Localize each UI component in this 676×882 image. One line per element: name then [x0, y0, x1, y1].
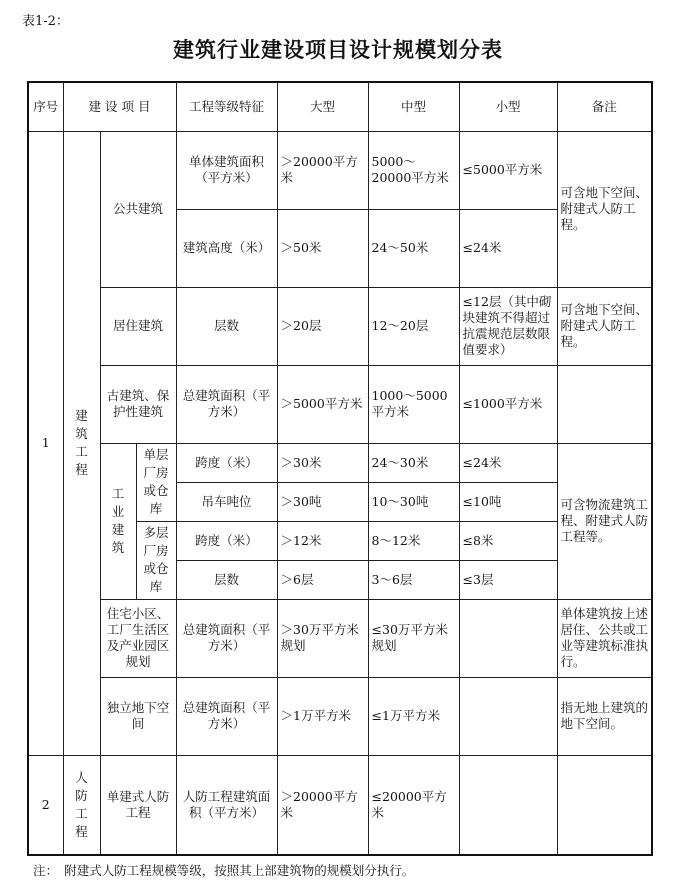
remark-cell: [557, 755, 652, 855]
remark-cell: [557, 365, 652, 443]
footnote: 注： 附建式人防工程规模等级，按照其上部建筑物的规模划分执行。: [33, 863, 415, 878]
large-cell: ＞20000平方米: [277, 755, 368, 855]
remark-cell: 单体建筑按上述居住、公共或工业等建筑标准执行。: [557, 599, 652, 677]
medium-cell: 5000～20000平方米: [368, 131, 459, 209]
large-cell: ＞6层: [277, 560, 368, 599]
large-cell: ＞30万平方米规划: [277, 599, 368, 677]
medium-cell: 1000～5000平方米: [368, 365, 459, 443]
remark-cell: 可含地下空间、附建式人防工程。: [557, 131, 652, 287]
feature-cell: 单体建筑面积 （平方米）: [176, 131, 277, 209]
small-cell: ≤8米: [459, 521, 557, 560]
small-cell: ≤24米: [459, 443, 557, 482]
large-cell: ＞30吨: [277, 482, 368, 521]
page-title: 建筑行业建设项目设计规模划分表: [173, 38, 503, 62]
header-remark: 备注: [557, 82, 652, 131]
small-cell: ≤3层: [459, 560, 557, 599]
medium-cell: ≤30万平方米规划: [368, 599, 459, 677]
large-cell: ＞5000平方米: [277, 365, 368, 443]
large-cell: ＞12米: [277, 521, 368, 560]
feature-cell: 人防工程建筑面积（平方米）: [176, 755, 277, 855]
medium-cell: ≤1万平方米: [368, 677, 459, 755]
small-cell: ≤12层（其中砌块建筑不得超过抗震规范层数限值要求）: [459, 287, 557, 365]
large-cell: ＞1万平方米: [277, 677, 368, 755]
header-feature: 工程等级特征: [176, 82, 277, 131]
large-cell: ＞20000平方米: [277, 131, 368, 209]
feature-cell: 总建筑面积（平方米）: [176, 677, 277, 755]
table-row: [28, 677, 652, 755]
seq-cell: 1: [28, 131, 63, 755]
subtype-cell: 多层 厂房 或仓 库: [136, 521, 176, 599]
medium-cell: 12～20层: [368, 287, 459, 365]
table-number: 表1-2：: [22, 14, 69, 29]
table-row: [28, 287, 652, 365]
table-row: [28, 131, 652, 209]
small-cell: [459, 599, 557, 677]
medium-cell: 8～12米: [368, 521, 459, 560]
category-cell: 人 防 工 程: [63, 755, 100, 855]
remark-cell: 可含物流建筑工程、附建式人防工程等。: [557, 443, 652, 599]
category-cell: 建 筑 工 程: [63, 131, 100, 755]
project-cell: 独立地下空间: [100, 677, 176, 755]
small-cell: ≤10吨: [459, 482, 557, 521]
project-cell: 居住建筑: [100, 287, 176, 365]
feature-cell: 跨度（米）: [176, 521, 277, 560]
header-row: [28, 82, 652, 131]
medium-cell: 10～30吨: [368, 482, 459, 521]
feature-cell: 总建筑面积（平方米）: [176, 365, 277, 443]
small-cell: ≤24米: [459, 209, 557, 287]
feature-cell: 建筑高度（米）: [176, 209, 277, 287]
header-project: 建 设 项 目: [63, 82, 176, 131]
feature-cell: 跨度（米）: [176, 443, 277, 482]
header-seq: 序号: [28, 82, 63, 131]
medium-cell: 24～30米: [368, 443, 459, 482]
remark-cell: 指无地上建筑的地下空间。: [557, 677, 652, 755]
industrial-cell: 工 业 建 筑: [100, 443, 136, 599]
header-large: 大型: [277, 82, 368, 131]
feature-cell: 层数: [176, 287, 277, 365]
subtype-cell: 单层 厂房 或仓 库: [136, 443, 176, 521]
feature-cell: 层数: [176, 560, 277, 599]
feature-cell: 总建筑面积（平方米）: [176, 599, 277, 677]
project-cell: 公共建筑: [100, 131, 176, 287]
large-cell: ＞20层: [277, 287, 368, 365]
table-row: [28, 365, 652, 443]
small-cell: [459, 677, 557, 755]
small-cell: ≤5000平方米: [459, 131, 557, 209]
small-cell: ≤1000平方米: [459, 365, 557, 443]
large-cell: ＞30米: [277, 443, 368, 482]
project-cell: 古建筑、保护性建筑: [100, 365, 176, 443]
feature-cell: 吊车吨位: [176, 482, 277, 521]
medium-cell: 24～50米: [368, 209, 459, 287]
remark-cell: 可含地下空间、附建式人防工程。: [557, 287, 652, 365]
medium-cell: 3～6层: [368, 560, 459, 599]
project-cell: 住宅小区、工厂生活区及产业园区规划: [100, 599, 176, 677]
table-row: [28, 599, 652, 677]
scale-table: [27, 81, 653, 856]
header-small: 小型: [459, 82, 557, 131]
table-row: [28, 443, 652, 482]
header-medium: 中型: [368, 82, 459, 131]
large-cell: ＞50米: [277, 209, 368, 287]
seq-cell: 2: [28, 755, 63, 855]
medium-cell: ≤20000平方米: [368, 755, 459, 855]
small-cell: [459, 755, 557, 855]
project-cell: 单建式人防工程: [100, 755, 176, 855]
table-row: [28, 755, 652, 855]
